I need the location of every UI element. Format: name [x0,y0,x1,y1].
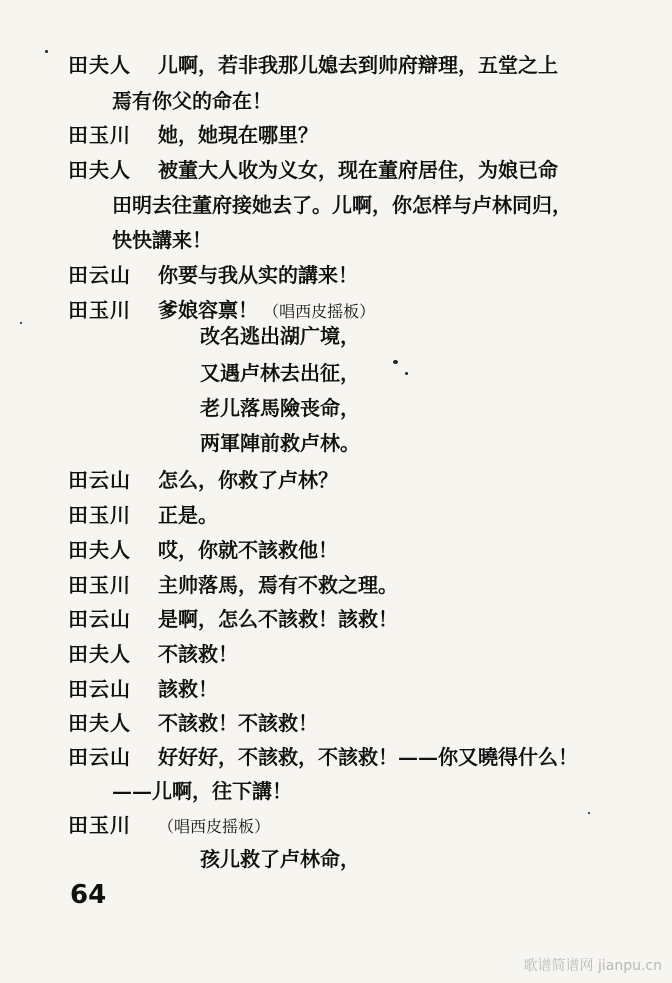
speaker-name: 田云山 [68,677,131,701]
ink-speck [588,812,590,814]
speaker-name: 田夫人 [68,538,131,562]
speaker-name: 田夫人 [68,158,131,182]
dialogue-text: 爹娘容禀！ （唱西皮摇板） [158,298,376,322]
dialogue-continuation: 焉有你父的命在！ [112,89,272,113]
speaker-name: 田夫人 [68,711,131,735]
speaker-name: 田玉川 [68,298,131,322]
ink-speck [393,360,398,364]
ink-speck [45,50,48,53]
dialogue-text: 不該救！ [158,642,238,666]
speaker-name: 田云山 [68,607,131,631]
dialogue-text: 是啊，怎么不該救！該救！ [158,607,398,631]
speaker-name: 田玉川 [68,503,131,527]
ink-speck [405,372,408,375]
sung-verse: 老儿落馬險丧命， [200,396,360,420]
dialogue-text: 被董大人收为义女，现在董府居住，为娘已命 [158,158,558,182]
dialogue-text: 不該救！不該救！ [158,711,318,735]
sung-verse: 改名逃出湖广境， [200,324,360,348]
speaker-name: 田夫人 [68,642,131,666]
dialogue-continuation: 快快講来！ [112,228,212,252]
speaker-name: 田玉川 [68,573,131,597]
page-number: 64 [70,880,107,910]
dialogue-text: 好好好，不該救，不該救！——你又曉得什么！ [158,745,578,769]
dialogue-text: 她，她現在哪里？ [158,123,318,147]
dialogue-text: 主帅落馬，焉有不救之理。 [158,573,398,597]
ink-speck [20,322,22,324]
dialogue-continuation: ——儿啊，往下講！ [112,779,292,803]
dialogue-text: 怎么，你救了卢林？ [158,468,338,492]
dialogue-continuation: 田明去往董府接她去了。儿啊，你怎样与卢林同归， [112,193,572,217]
dialogue-text [158,812,270,840]
stage-direction: （唱西皮摇板） [158,817,271,836]
dialogue-text: 哎，你就不該救他！ [158,538,338,562]
speaker-name: 田玉川 [68,813,131,837]
sung-verse: 孩儿救了卢林命， [200,847,360,871]
dialogue-text: 正是。 [158,503,218,527]
speaker-name: 田云山 [68,263,131,287]
dialogue-text: 該救！ [158,677,218,701]
sung-verse: 又遇卢林去出征， [200,361,360,385]
dialogue-text: 你要与我从实的講来！ [158,263,358,287]
speaker-name: 田云山 [68,745,131,769]
speaker-name: 田夫人 [68,53,131,77]
dialogue-text: 儿啊，若非我那儿媳去到帅府辯理，五堂之上 [158,53,558,77]
stage-direction: （唱西皮摇板） [258,302,376,321]
sung-verse: 两軍陣前救卢林。 [200,431,360,455]
speaker-name: 田云山 [68,468,131,492]
watermark: 歌谱简谱网 jianpu.cn [523,958,662,974]
speaker-name: 田玉川 [68,123,131,147]
